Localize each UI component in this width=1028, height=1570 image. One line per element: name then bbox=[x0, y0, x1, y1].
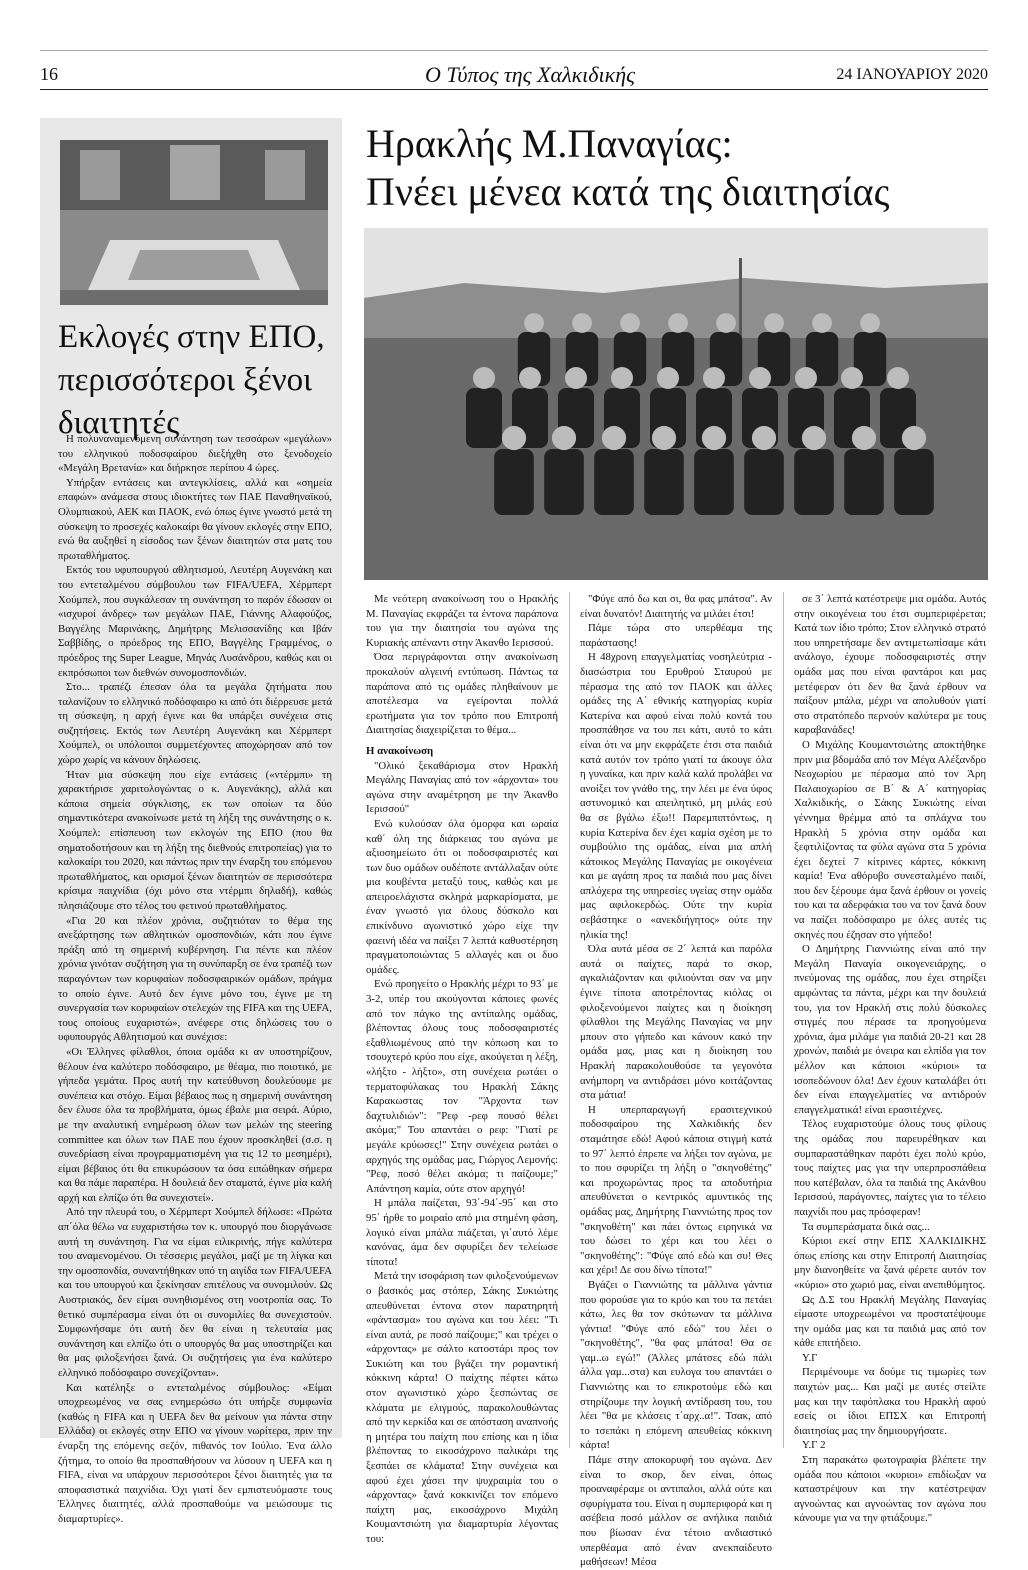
main-paragraph: "Φύγε από δω και σι, θα φας μπάτσα". Αν είναι δυνατόν! Διαιτητής να μιλάει έτσι! bbox=[580, 593, 772, 620]
main-paragraph: Περιμένουμε να δούμε τις τιμωρίες των παιχτών μας... Και μαζί με αυτές στείλτε μας και την ταφόπλακα του Ηρακλή αφού εσείς οι ίδιοι ΕΠΣΧ και Επιτροπή διαιτησίας μας την δημιουργήσατε. bbox=[794, 1366, 986, 1437]
left-article-body bbox=[58, 432, 332, 1527]
main-paragraph: "Ολικό ξεκαθάρισμα στον Ηρακλή Μεγάλης Παναγίας από τον «άρχοντα» του αγώνα στην αναμέτρηση με την Άκανθο Ιερισσού" bbox=[366, 759, 558, 816]
main-paragraph: Όσα περιγράφονται στην ανακοίνωση προκαλούν αλγεινή εντύπωση. Πάντως τα παράπονα από τις ομάδες πληθαίνουν με αποτέλεσμα να εγείρονται πολλά ερωτήματα για τον τρόπο που Επιτροπή Διαιτησίας διαχειρίζεται το θέμα... bbox=[366, 651, 558, 737]
main-headline-line1: Ηρακλής Μ.Παναγίας: bbox=[366, 121, 733, 166]
main-paragraph: Κύριοι εκεί στην ΕΠΣ ΧΑΛΚΙΔΙΚΗΣ όπως επίσης και στην Επιτροπή Διαιτησίας μην διανοηθείτε να ξανά φέρετε αυτόν τον «κύριο» στο χωριό μας, είναι ανεπιθύμητος. bbox=[794, 1235, 986, 1291]
left-paragraph: Υπήρξαν εντάσεις και αντεγκλίσεις, αλλά και «σημεία επαφών» ανάμεσα στους ιδιοκτήτες των ΠΑΕ Παναθηναϊκού, Ολυμπιακού, ΑΕΚ και ΠΑΟΚ, ενώ όπως έγινε γνωστό μετά τη σύσκεψη το προσεχές καλοκαίρι θα γίνουν εκλογές στην ΕΠΟ, ενώ θα αυξηθεί η είσοδος των ξένων διαιτητών στα ματς του πρωταθλήματος. bbox=[58, 476, 332, 562]
main-headline-line2: Πνέει μένεα κατά της διαιτησίας bbox=[366, 169, 890, 214]
column-divider bbox=[569, 592, 570, 1448]
main-headline bbox=[366, 120, 986, 216]
team-photo bbox=[364, 228, 988, 580]
main-paragraph: Ενώ προηγείτο ο Ηρακλής μέχρι το 93΄ με 3-2, υπέρ του ακούγονται κάποιες φωνές από τον πάγκο της αντίπαλης ομάδας, βλέποντας όλους τους ποδοσφαιριστές εξαθλιωμένους από την κόπωση και το τσουχτερό κρύο που είχε, ακούγεται η λέξη, «λήξτο - λήξτο», στη συνέχεια ρωτάει ο τερματοφύλακας του Ηρακλή Σάκης Καρακωστας τον "Άρχοντα των δαχτυλιδιών": "Ρεφ -ρεφ πουσό θέλει ακόμα;" Του απαντάει ο ρεφ: "Γιατί ρε μεγάλε κρύωσες!" Στην συνέχεια ρωτάει ο αρχηγός της ομάδας μας, Γιώργος Λεμονής: "Ρεφ, ποσό θέλει ακόμα; τι παίζουμε;" Απάντηση καμία, ούτε στον αρχηγό! bbox=[366, 978, 558, 1195]
left-headline: Εκλογές στην ΕΠΟ, περισσότεροι ξένοι διαιτητές bbox=[58, 319, 325, 441]
main-paragraph: Ο Μιχάλης Κουμαντσιώτης αποκτήθηκε πριν μια βδομάδα από τον Μέγα Αλέξανδρο Νεοχωρίου με πέρασμα από τον Άρη Παλαιοχωρίου σε Β΄ & Α΄ κατηγορίας Χαλκιδικής, ο Σάκης Συκιώτης είναι γέννημα θρέμμα από τα σπλάχνα του Ηρακλή 5 χρόνια στην ομάδα και ξεφτιλίζοντας τα φύλα αγώνα στα 5 χρόνια έχει δεχτεί 7 κίτρινες κάρτες, κόκκινη καμία! Ένα αθόρυβο συνεσταλμένο παιδί, που δεν ξέρουμε άμα ξανά έρθουν οι γονείς του και τα αδερφάκια του να τον ξανά δουν να παίζει ποδόσφαιρο με όλες αυτές τις σκηνές που έζησαν στο γήπεδο! bbox=[794, 738, 986, 941]
meeting-photo-graphic bbox=[60, 140, 328, 305]
main-paragraph: Πάμε στην αποκορυφή του αγώνα. Δεν είναι το σκορ, δεν είναι, όπως προαναφέραμε οι αντιπαλοι, αλλά ούτε και σφυρίγματα του. Είναι η συμπεριφορά και η ασέβεια ποσό μάλλον σε ανήλικα παιδιά που βίωσαν ένα τέτοιο ανδιαστικό υπερθέαμα από έναν ανεκπαίδευτο μαθήσεων! Μέσα bbox=[580, 1454, 772, 1569]
left-paragraph: Ήταν μια σύσκεψη που είχε εντάσεις («ντέρμπι» τη χαρακτήρισε χαριτολογώντας ο κ. Αυγενάκης), αλλά και κάποια σημεία σύγκλισης, εκ των οποίων τα δύο σημαντικότερα ανακοίνωσε μετά τη λήξη της συνάντησης ο κ. Χούμπελ: επίσπευση των εκλογών της ΕΠΟ (που θα σηματοδοτήσουν και τη λήξη της διεθνούς επιτροπείας) για το καλοκαίρι του 2020, και πάντως πριν την έναρξη του επόμενου πρωταθλήματος, και ορισμοί ξένων διαιτητών σε περισσότερα κρίσιμα παιχνίδια (όχι μόνο στα ντέρμπι δηλαδή), καθώς πλησιάζουμε στο τέλος του φετινού πρωταθλήματος. bbox=[58, 768, 332, 912]
left-paragraph: Και κατέληξε ο εντεταλμένος σύμβουλος: «Είμαι υποχρεωμένος να σας ενημερώσω ότι υπήρξε συμφωνία (καθώς η FIFA και η UEFA δεν θα μείνουν για πάντα στην Ελλάδα) οι εκλογές στην ΕΠΟ να γίνουν νωρίτερα, πριν την έναρξη της επόμενης σεζόν, πιθανός τον Ιούλιο. Ένα άλλο ζήτημα, το οποίο θα προσπαθήσουν να λύσουν η UEFA και η FIFA, είναι να υπάρχουν περισσότεροι ξένοι διαιτητές για τα αποφασιστικά παιχνίδια. Όχι γιατί δεν εμπιστευόμαστε τους Έλληνες διαιτητές, αλλά προσπαθούμε να μειώσουμε τις διαμαρτυρίες». bbox=[58, 1381, 332, 1525]
subheading: Η ανακοίνωση bbox=[366, 744, 434, 757]
left-paragraph: «Για 20 και πλέον χρόνια, συζητιόταν το θέμα της ανεξάρτησης των αθλητικών ομοσπονδιών, κάτι που έγινε πράξη από τη σημερινή κυβέρνηση. Για πέντε και πλέον χρόνια γινόταν συζήτηση για τη συνύπαρξη σε ένα τραπέζι των παραγόντων των κορυφαίων ποδοσφαιρικών ομάδων, πράγμα το οποίο έγινε. Αυτό δεν έγινε μόνο του, έγινε με τη συνεργασία των κορυφαίων στελεχών της FIFA και της UEFA, τους οποίους ευχαριστώ», ανέφερε στις δηλώσεις του ο υφυπουργός Αθλητισμού και συνέχισε: bbox=[58, 914, 332, 1044]
main-paragraph: Υ.Γ bbox=[802, 1351, 818, 1364]
column-divider bbox=[783, 592, 784, 1448]
main-column-a bbox=[366, 592, 558, 1547]
left-paragraph: «Οι Έλληνες φίλαθλοι, όποια ομάδα κι αν υποστηρίζουν, θέλουν ένα καλύτερο ποδόσφαιρο, με θέαμα, πιο ποιοτικό, με γήπεδα γεμάτα. Προς αυτή την κατεύθυνση δουλεύουμε με συνέπεια και στόχο. Είμαι βέβαιος πως η σημερινή συνάντηση δεν έλυσε όλα τα προβλήματα, όμως έβαλε μια σειρά. Αύριο, με την αναλυτική ενημέρωση όλων των μελών της steering committee και όλων των ΠΑΕ που έχουν προσκληθεί (σ.σ. η συνεδρίαση είναι προγραμματισμένη για τις 12 το μεσημέρι), είμαι βέβαιος ότι θα επικυρώσουν τα όσα ειπώθηκαν σήμερα και θα πάμε παραπέρα. Η δουλειά δεν σταματά, έγινε μία καλή αρχή και ελπίζω ότι θα συνεχιστεί». bbox=[58, 1045, 332, 1204]
main-column-c bbox=[794, 592, 986, 1526]
left-paragraph: Η πολυναναμενόμενη συνάντηση των τεσσάρων «μεγάλων» του ελληνικού ποδοσφαίρου διεξήχθη στο ξενοδοχείο «Μεγάλη Βρετανία» και διήρκησε περίπου 4 ώρες. bbox=[58, 433, 332, 475]
main-paragraph: Υ.Γ 2 bbox=[802, 1439, 826, 1452]
main-paragraph: Τα συμπεράσματα δικά σας... bbox=[802, 1220, 930, 1233]
main-paragraph: Όλα αυτά μέσα σε 2΄ λεπτά και παρόλα αυτά οι παίχτες, παρά το σκορ, αγκαλιάζονταν και φιλιούνται σαν να μην έγινε τίποτα αποτρέποντας κιόλας οι φιλοξενούμενοι παίχτες και η διοίκηση φίλαθλοι της Μεγάλης Παναγίας να μην μπουν στο γήπεδο και κάνουν κακό την ομάδα μας, μιας και η διοίκηση του Ηρακλή παρακολουθούσε τα γεγονότα ανήμπορη να αντιδράσει μόνο κοιτάζοντας στα μάτια! bbox=[580, 943, 772, 1102]
main-column-b bbox=[580, 592, 772, 1570]
main-paragraph: σε 3΄ λεπτά κατέστρεψε μια ομάδα. Αυτός στην οικογένεια του έτσι συμπεριφέρεται; Κατά των ίδιο τρόπο; Στον ελληνικό στρατό που υπηρετήσαμε δεν αντιμετωπίσαμε κάτι ανάλογο, έχουμε ποδοσφαιριστές στην ομάδα μας που είναι φαντάροι και μας μετέφεραν ότι δεν θα ξανά έρθουν να παίξουν μπάλα, μέχρι να απολυθούν γιατί στο στρατόπεδο περνούν καλύτερα με τους καραβανάδες! bbox=[794, 593, 986, 737]
main-paragraph: Ο Δημήτρης Γιαννιώτης είναι από την Μεγάλη Παναγία οικογενειάρχης, ο πνεύμονας της ομάδας, που έχει στηρίξει αμφώντας τα πάντα, μέχρι και την δουλειά του, για τον Ηρακλή στις πολύ δύσκολες στιγμές που πέρασε τα προηγούμενα χρόνια, άμα μιλάμε για παιδιά 20-21 και 28 χρονών, παιδιά με όνειρα και ελπίδα για τον μέλλον και κάποιοι «κύριοι» τα ισοπεδώνουν όλα! Δεν έχουν καταλάβει ότι δεν είναι επαγγελματίες να αντιδρούν επαγγελματικά! είναι ερασιτέχνες. bbox=[794, 943, 986, 1116]
page-number: 16 bbox=[40, 64, 58, 84]
main-paragraph: Ως Δ.Σ του Ηρακλή Μεγάλης Παναγίας είμαστε υποχρεωμένοι να προστατέψουμε την ομάδα μας και τα παιδιά μας από τον κάθε επιτήδειο. bbox=[794, 1293, 986, 1350]
main-paragraph: Βγάζει ο Γιαννιώτης τα μάλλινα γάντια που φορούσε για το κρύο και του τα πετάει κάτω, λες θα τον σκότωναν τα μάλλινα γάντια! "Φύγε από εδώ" του λέει ο "σκηνοθέτης", "θα φας μπάτσα! Θα σε γαμ..ω εγώ!" (Άλλες μπάτσες εδώ πάλι άλλα γαμ...στα) και ευλογα του απαντάει ο Γιαννιώτης και το επικροτούμε εδώ και στηρίζουμε την λογική αντίδραση του, του λέει "θα με κλάσεις τ΄αρχ..α!". Τσακ, από το τσεπάκι η επόμενη απευθείας κόκκινη κάρτα! bbox=[580, 1278, 772, 1452]
issue-date: 24 ΙΑΝΟΥΑΡΙΟΥ 2020 bbox=[836, 66, 988, 83]
main-paragraph: Ενώ κυλούσαν όλα όμορφα και ωραία καθ΄ όλη της διάρκειας του αγώνα με αξιοσημείωτο ότι οι ποδοσφαιριστές και των δυο ομάδων ουδέποτε αντάλλαξαν ούτε μια κουβέντα μεταξύ τους, καθώς και με απειροελάχιστα σκληρά μαρκαρίσματα, με έναν γνωστό για όλους δύσκολο και επικίνδυνο αγωνιστικό χώρο είχε την φαεινή ιδέα να παίξει 7 λεπτά καθυστέρηση πραγματοποιώντας 5 αλλαγές και οι δυο ομάδες. bbox=[366, 817, 558, 976]
header-rule bbox=[40, 89, 988, 90]
main-paragraph: Πάμε τώρα στο υπερθέαμα της παράστασης! bbox=[580, 622, 772, 649]
main-paragraph: Η 48χρονη επαγγελματίας νοσηλεύτρια - διασώστρια του Ερυθρού Σταυρού με πέρασμα της από τον ΠΑΟΚ και άλλες ομάδες της Α΄ εθνικής κατηγορίας κυρία Κατερίνα και αφού είναι πολύ κοντά του προσπάθησε να του πει κάτι, αυτό το κάτι είναι ότι να μην εκφράζετε έτσι στα παιδιά κατά αυτόν τον τρόπο γιατί τα άκουγε όλα η γυναίκα, και πριν καλά καλά προλάβει να ανοίξει τον γνάθο της, την λέει με ένα ύφος αστυνομικό και απειλητικό, μη μιλάς εσύ θα σε βγάλω έξω!! Παρεμπιπτόντως, η κυρία Κατερίνα δεν έχει καμία σχέση με το συμβούλιο της ομάδας, είναι μια απλή κάτοικος Μεγάλης Παναγίας με οικογένεια και με αγάπη προς τα παιδιά που μας δίνει απλόχερα της υπηρεσίες υγείας στην ομάδα μας αφιλοκερδώς. Ούτε την κυρία σεβάστηκε ο «ανεκδιήγητος» ούτε την ηλικία της! bbox=[580, 651, 772, 941]
main-paragraph: Τέλος ευχαριστούμε όλους τους φίλους της ομάδας που παρευρέθηκαν και συμπαραστάθηκαν παρότι έχει πολύ κρύο, τους παίχτες μας για την υπερπροσπάθεια που κατέβαλαν, όλα τα παιδιά της Ακάνθου Ιερισσού, παράγοντες, παίχτες για το τέλειο παιχνίδι που μας πρόσφεραν! bbox=[794, 1118, 986, 1218]
team-photo-graphic bbox=[364, 228, 988, 580]
main-paragraph: Μετά την ισοφάριση των φιλοξενούμενων ο βασικός μας στόπερ, Σάκης Συκιώτης απευθύνεται έντονα στον παρατηρητή «φάντασμα» του αγώνα και του λέει: "Τι είναι αυτά, ρε ποσό παίζουμε;" και τρέχει ο «άρχοντας» με σάλτο κατοστάρι προς τον Συκιώτη και του βγάζει την ρομαντική κόκκινη κάρτα! Ο παίχτης πέφτει κάτω στον αγωνιστικό χώρο ξεσπώντας σε κλάματα με ελιγμούς, παρακολουθώντας από την κερκίδα και σε απόσταση αναπνοής η μητέρα του παίχτη που επίσης και η ίδια βλέποντας το εικοσάχρονο παλικάρι της ξεσπάει σε κλάματα! Στην συνέχεια και αφού έχει χάσει την ψυχραιμία του ο «άρχοντας» ξανά κοκκινίζει τον επόμενο παίχτη μας, εικοσάχρονο Μιχάλη Κουμαντσιώτη για διαμαρτυρία λέγοντας του: bbox=[366, 1270, 558, 1545]
main-paragraph: Με νεότερη ανακοίνωση του ο Ηρακλής Μ. Παναγίας εκφράζει τα έντονα παράπονα του για την διαιτησία του αγώνα της Κυριακής απέναντι στην Άκανθο Ιερισσού. bbox=[366, 593, 558, 649]
meeting-photo bbox=[60, 140, 328, 305]
top-rule bbox=[40, 50, 988, 51]
left-paragraph: Από την πλευρά του, ο Χέρμπερτ Χούμπελ δήλωσε: «Πρώτα απ΄όλα θέλω να ευχαριστήσω τον κ. υπουργό που διοργάνωσε αυτή τη συνάντηση. Για να είμαι ειλικρινής, πήγε καλύτερα του αναμενομένου. Οι τέσσερις μεγάλοι, μαζί με τη λίγκα και την ομοσπονδία, συναντήθηκαν υπό τη αιγίδα των FIFA/UEFA και του υπουργού και ξεκίνησαν επιτέλους να συνομιλούν. Ως Αυστριακός, δεν είμαι συνηθισμένος στη νοοτροπία σας. Το θετικό συμπέρασμα είναι ότι οι συνομιλίες θα συνεχιστούν. Συμφωνήσαμε ότι αυτή δεν θα είναι η τελευταία μας συνάντηση και ελπίζω ότι ο υπουργός θα μας υποστηρίζει και θα μας φιλοξενήσει ξανά. Οι συζητήσεις για ένα καλύτερο ελληνικό ποδόσφαιρο συνεχίζονται». bbox=[58, 1206, 333, 1379]
main-paragraph: Η μπάλα παίζεται, 93΄-94΄-95΄ και στο 95΄ ήρθε το μοιραίο από μια στημένη φάση, λογικό είναι μπάλα πιάζεται, γι΄αυτό λέμε κανόνας, άμα δεν σφυρίξει δεν τελείωσε τίποτα! bbox=[366, 1197, 558, 1268]
left-paragraph: Στο... τραπέζι έπεσαν όλα τα μεγάλα ζητήματα που ταλανίζουν το ελληνικό ποδόσφαιρο κι από ότι διέρρευσε μετά τη σύσκεψη, η αρχή έγινε και θα υπάρξει συνέχεια στις συζητήσεις. Εκτός των Λευτέρη Αυγενάκη και Χέρμπερτ Χούμπελ, οι υπόλοιποι συμμετέχοντες αποχώρησαν από τον χώρο χωρίς να κάνουν δηλώσεις. bbox=[58, 681, 332, 767]
newspaper-name: Ο Τύπος της Χαλκιδικής bbox=[424, 62, 636, 87]
main-paragraph: Στη παρακάτω φωτογραφία βλέπετε την ομάδα που κάποιοι «κυριοι» επιδίωξαν να καταστρέψουν και την κατέστρεψαν αγνοώντας και αγνοώντας τον αγώνα που κάνουμε για να την φτιάξουμε." bbox=[794, 1454, 986, 1525]
left-paragraph: Εκτός του υφυπουργού αθλητισμού, Λευτέρη Αυγενάκη και του εντεταλμένου σύμβουλου των FIFA/UEFA, Χέρμπερτ Χούμπελ, που συγκάλεσαν τη συνάντηση το παρόν έδωσαν οι «ισχυροί άνδρες» των μεγάλων ΠΑΕ, Γιάννης Αλαφούζος, Βαγγέλης Μαρινάκης, Δημήτρης Μελισσανίδης και Ιβάν Σαββίδης, ο πρόεδρος της ΕΠΟ, Βαγγέλης Γραμμένος, ο πρόεδρος της Super League, Μηνάς Λυσάνδρου, καθώς και οι εκπρόσωποι των διεθνών συνομοσπονδιών. bbox=[58, 564, 332, 679]
main-paragraph: Η υπερπαραγωγή ερασιτεχνικού ποδοσφαίρου της Χαλκιδικής δεν σταμάτησε εδώ! Αφού κάποια στιγμή κατά το 97΄ λεπτό έπρεπε να λήξει τον αγώνα, με το που σφυρίζει τη λήξη ο "σκηνοθέτης" και προχωρώντας προς τα αποδυτήρια απευθύνεται ο κεντρικός αμυντικός της ομάδας μας, Δημήτρης Γιαννιώτης προς τον "σκηνοθέτη" και πάει όντως ειρηνικά να του δώσει το χέρι και του λέει ο "σκηνοθέτης": "Φύγε από εδώ και συ! Θες και χέρι! Δε σου δίνω τίποτα!" bbox=[580, 1103, 772, 1277]
